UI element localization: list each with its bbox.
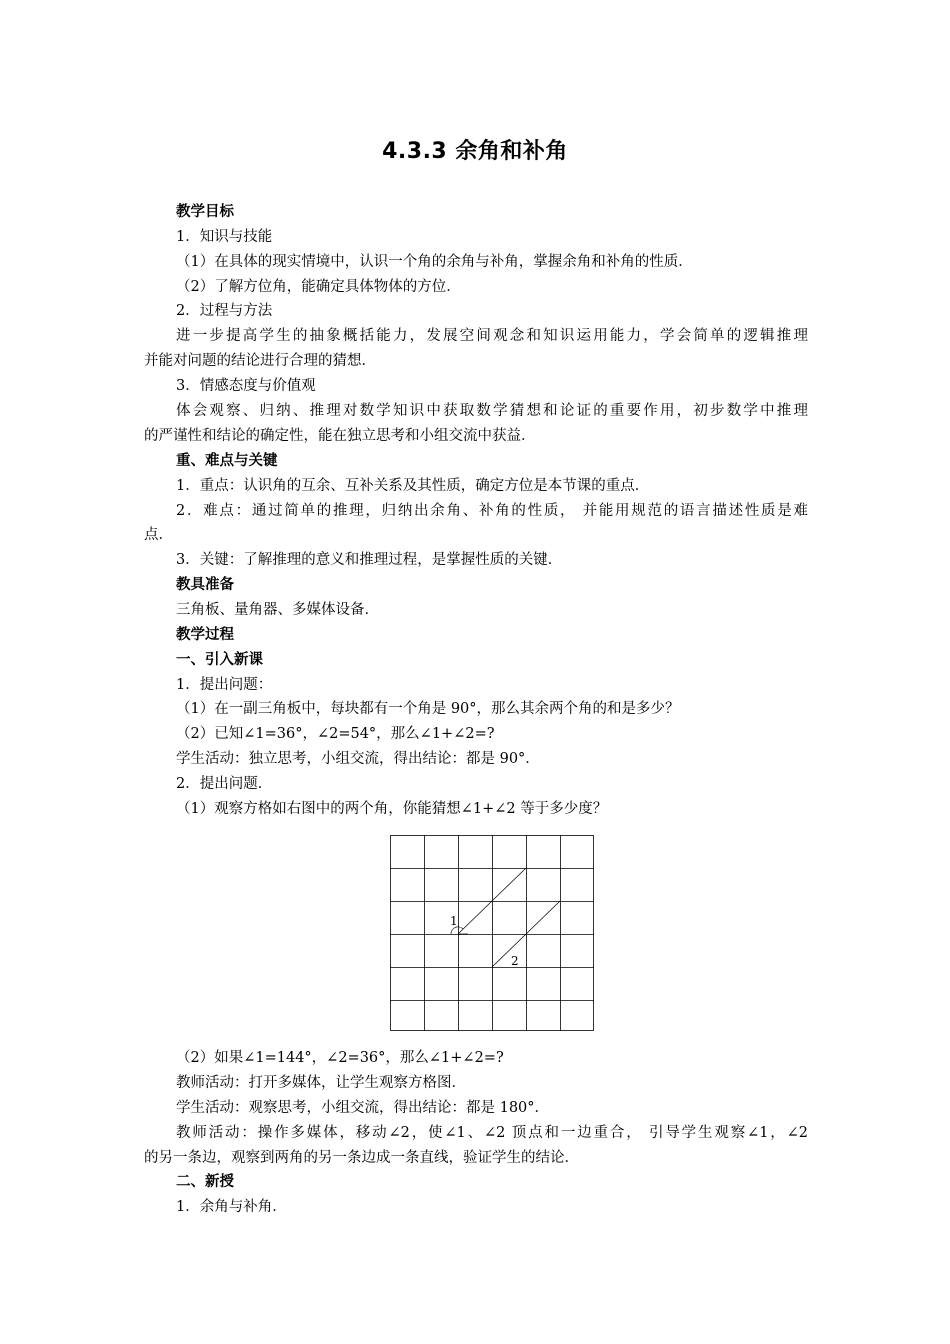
goal-2-text-a: 进一步提高学生的抽象概括能力，发展空间观念和知识运用能力，学会简单的逻辑推理 — [176, 328, 808, 344]
goal-1: 1．知识与技能 — [176, 229, 273, 245]
angle-1-ray-diagonal — [458, 868, 526, 934]
goal-2: 2．过程与方法 — [176, 303, 273, 319]
section-2-heading: 二、新授 — [176, 1174, 234, 1190]
question-1: 1．提出问题： — [176, 677, 273, 693]
teacher-activity-1: 教师活动：打开多媒体，让学生观察方格图． — [176, 1075, 466, 1091]
grid-figure — [390, 835, 594, 1031]
key-point-3: 3．关键：了解推理的意义和推理过程，是掌握性质的关键． — [176, 552, 563, 568]
question-2-2: （2）如果∠1=144°，∠2=36°，那么∠1+∠2=? — [176, 1050, 504, 1066]
complementary-supplementary-heading: 1．余角与补角． — [176, 1199, 287, 1215]
question-2: 2．提出问题． — [176, 776, 273, 792]
question-1-2: （2）已知∠1=36°，∠2=54°，那么∠1+∠2=? — [176, 726, 495, 742]
question-2-1: （1）观察方格如右图中的两个角，你能猜想∠1+∠2 等于多少度？ — [176, 801, 608, 817]
tools-heading: 教具准备 — [176, 577, 234, 593]
angle-1-label: 1 — [450, 914, 458, 928]
process-heading: 教学过程 — [176, 627, 234, 643]
goal-2-text-b: 并能对问题的结论进行合理的猜想． — [144, 353, 376, 369]
student-activity-1: 学生活动：独立思考，小组交流，得出结论：都是 90°． — [176, 751, 540, 767]
angle-2-ray-diagonal — [492, 901, 560, 967]
question-1-1: （1）在一副三角板中，每块都有一个角是 90°，那么其余两个角的和是多少？ — [176, 701, 680, 717]
goal-1-2: （2）了解方位角，能确定具体物体的方位． — [176, 279, 461, 295]
tools-text: 三角板、量角器、多媒体设备． — [176, 602, 379, 618]
section-1-heading: 一、引入新课 — [176, 652, 263, 668]
goal-3: 3．情感态度与价值观 — [176, 378, 316, 394]
teacher-activity-2-a: 教师活动：操作多媒体，移动∠2，使∠1、∠2 顶点和一边重合， 引导学生观察∠1，∠2 — [176, 1125, 808, 1141]
key-point-2-a: 2．难点：通过简单的推理，归纳出余角、补角的性质， 并能用规范的语言描述性质是难 — [176, 503, 808, 519]
key-point-2-b: 点． — [144, 527, 173, 543]
goal-3-text-a: 体会观察、归纳、推理对数学知识中获取数学猜想和论证的重要作用，初步数学中推理 — [176, 403, 808, 419]
goals-heading: 教学目标 — [176, 204, 234, 220]
student-activity-2: 学生活动：观察思考，小组交流，得出结论：都是 180°． — [176, 1100, 550, 1116]
angle-2-label: 2 — [511, 954, 519, 968]
goal-3-text-b: 的严谨性和结论的确定性，能在独立思考和小组交流中获益． — [144, 428, 536, 444]
key-point-1: 1．重点：认识角的互余、互补关系及其性质，确定方位是本节课的重点． — [176, 478, 650, 494]
document-title: 4.3.3 余角和补角 — [382, 139, 568, 164]
key-points-heading: 重、难点与关键 — [176, 453, 278, 469]
grid-lines — [390, 835, 594, 1031]
teacher-activity-2-b: 的另一条边，观察到两角的另一条边成一条直线，验证学生的结论． — [144, 1150, 579, 1166]
goal-1-1: （1）在具体的现实情境中，认识一个角的余角与补角，掌握余角和补角的性质． — [176, 254, 693, 270]
